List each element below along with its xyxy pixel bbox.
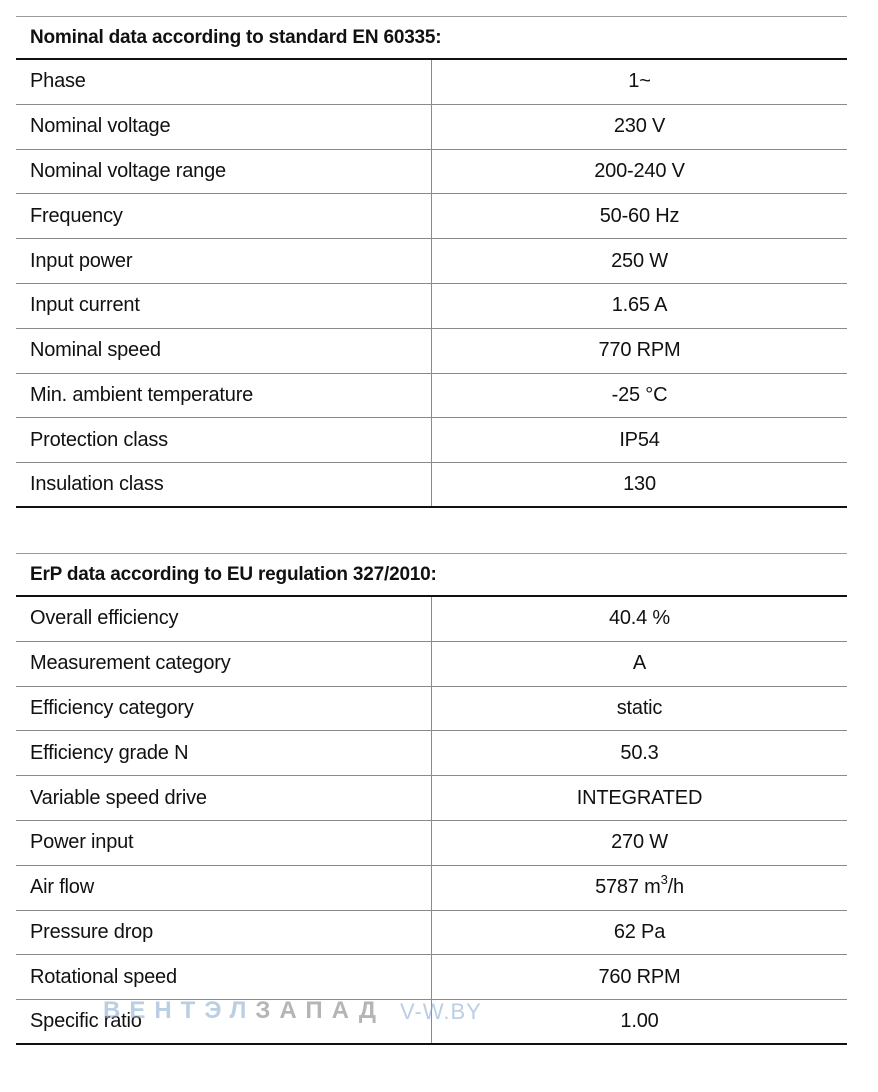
row-label: Protection class xyxy=(16,418,432,462)
row-value: 1.00 xyxy=(620,1010,659,1033)
table-row xyxy=(16,911,847,956)
table-row xyxy=(16,866,847,911)
table-row xyxy=(16,60,847,105)
row-value: A xyxy=(632,652,647,675)
row-value: 62 Pa xyxy=(613,920,666,943)
row-value: 200-240 V xyxy=(594,159,685,182)
table-row xyxy=(16,463,847,508)
table-row xyxy=(16,284,847,329)
row-label: Pressure drop xyxy=(16,911,432,955)
row-label: Variable speed drive xyxy=(16,776,432,820)
row-value: 230 V xyxy=(613,115,666,138)
row-value: 130 xyxy=(623,473,656,496)
table-row xyxy=(16,687,847,732)
row-label: Phase xyxy=(16,60,432,104)
row-label: Rotational speed xyxy=(16,955,432,999)
watermark-url: V-W.BY xyxy=(400,999,482,1024)
table-row xyxy=(16,105,847,150)
table-row xyxy=(16,955,847,1000)
nominal-data-table xyxy=(16,16,847,508)
air-flow-unit-suffix: /h xyxy=(667,876,684,899)
row-label: Efficiency category xyxy=(16,687,432,731)
row-value: INTEGRATED xyxy=(576,786,703,809)
table-row xyxy=(16,329,847,374)
row-value: 50.3 xyxy=(620,741,659,764)
nominal-data-title: Nominal data according to standard EN 60335: xyxy=(16,16,847,60)
air-flow-value: 5787 m xyxy=(595,876,661,899)
erp-data-title: ErP data according to EU regulation 327/2010: xyxy=(16,553,847,597)
table-row xyxy=(16,776,847,821)
row-value: 40.4 % xyxy=(608,607,671,630)
air-flow-unit-exponent: 3 xyxy=(660,872,668,888)
row-value: 1.65 A xyxy=(611,294,668,317)
erp-data-table xyxy=(16,553,847,1045)
watermark-part1: ВЕНТЭЛ xyxy=(103,997,256,1024)
row-value: 1~ xyxy=(628,70,651,93)
table-row xyxy=(16,821,847,866)
row-value: 770 RPM xyxy=(598,339,681,362)
row-label: Efficiency grade N xyxy=(16,731,432,775)
row-label: Insulation class xyxy=(16,463,432,506)
table-row xyxy=(16,194,847,239)
table-row xyxy=(16,374,847,419)
table-row xyxy=(16,239,847,284)
row-label: Nominal voltage range xyxy=(16,150,432,194)
table-row xyxy=(16,150,847,195)
table-row xyxy=(16,418,847,463)
row-label: Nominal voltage xyxy=(16,105,432,149)
table-row xyxy=(16,731,847,776)
row-label: Nominal speed xyxy=(16,329,432,373)
row-value: 250 W xyxy=(611,249,668,272)
row-label: Input power xyxy=(16,239,432,283)
row-value xyxy=(432,866,847,910)
row-label: Frequency xyxy=(16,194,432,238)
row-label: Overall efficiency xyxy=(16,597,432,641)
table-row xyxy=(16,642,847,687)
row-label: Specific ratio xyxy=(16,1000,432,1043)
row-label: Power input xyxy=(16,821,432,865)
row-label: Input current xyxy=(16,284,432,328)
row-value: -25 °C xyxy=(611,383,668,406)
watermark-part2: ЗАПАД xyxy=(255,997,385,1024)
row-value: 760 RPM xyxy=(598,965,681,988)
row-label: Measurement category xyxy=(16,642,432,686)
table-row xyxy=(16,597,847,642)
row-value: 50-60 Hz xyxy=(599,204,680,227)
row-label: Air flow xyxy=(16,866,432,910)
watermark-logo xyxy=(103,997,385,1025)
row-label: Min. ambient temperature xyxy=(16,374,432,418)
row-value: static xyxy=(616,696,663,719)
row-value: 270 W xyxy=(611,831,668,854)
row-value: IP54 xyxy=(619,428,660,451)
